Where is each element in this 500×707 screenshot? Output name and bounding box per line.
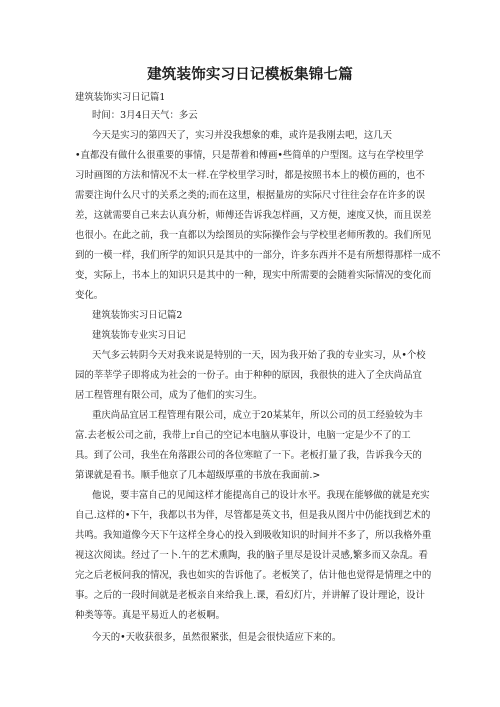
paragraph-line: 完之后老板问我的情况，我也如实的告诉他了。老板笑了，估计他也觉得是情理之中的 xyxy=(75,570,432,581)
diary-meta: 时间：3月4日天气：多云 xyxy=(92,110,198,121)
paragraph-line: 事。之后的一段时间就是老板亲自来给我上.课，看幻灯片，并讲解了设计理论，设计 xyxy=(75,590,425,601)
paragraph-line: 园的莘莘学子即将成为社会的一份子。由于种种的原因，我很快的进入了全庆尚品宜 xyxy=(75,370,422,381)
section-subtitle: 建筑装饰专业实习日记 xyxy=(92,330,186,341)
paragraph-line: 种类等等。真是平易近人的老板啊。 xyxy=(75,610,226,621)
paragraph-line: 变化。 xyxy=(75,290,104,301)
paragraph-line: 今天是实习的第四天了，实习并没我想象的难，或许是我刚去吧，这几天 xyxy=(92,130,393,141)
paragraph-line: •直都没有做什么很重要的事情，只是帮着和傅画•些简单的户型图。这与在学校里学 xyxy=(75,150,424,161)
paragraph-line: 富.去老板公司之前，我带上r自己的空记本电脑从事设计，电脑一定是少不了的工 xyxy=(75,430,411,441)
paragraph-line: 视这次阅读。经过了一卜.午的艺术熏陶，我的脑子里尽是设计灵感,繁多而又杂乱。看 xyxy=(75,550,428,561)
paragraph-line: 差，这就需要自己来去认真分析，师傅还告诉我怎样画，又方便，速度又快，而且误差 xyxy=(75,210,432,221)
paragraph-line: 今天的•天收获很多，虽然很紧张，但是会很快适应下来的。 xyxy=(92,632,342,643)
paragraph-line: 到的一模一样，我们所学的知识只是其中的一部分，许多东西并不是有所想得那样一成不 xyxy=(75,250,441,261)
paragraph-line: 自己.这样的•下午，我都以书为伴，尽管都是英文书，但是我从图片中仍能找到艺术的 xyxy=(75,510,431,521)
paragraph-line: 也很小。在此之前，我一直都以为绘图员的实际操作会与学校里老师所教的。我们所见 xyxy=(75,230,432,241)
section-heading-1: 建筑装饰实习日记篇1 xyxy=(75,92,166,103)
paragraph-line: 居工程管理有限公司，成为了他们的实习生。 xyxy=(75,390,263,401)
document-title: 建筑装饰实习日记模板集锦七篇 xyxy=(147,67,353,83)
paragraph-line: 变，实际上，书本上的知识只是其中的一种，现实中所需要的会随着实际情况的变化而 xyxy=(75,270,432,281)
paragraph-line: 具。到了公司，我坐在角落跟公司的各位寒暄了一下。老板打量了我，告诉我今天的 xyxy=(75,450,422,461)
paragraph-line: 天气多云转阴今天对我来说是特别的一天，因为我开始了我的专业实习，从•个校 xyxy=(92,350,426,361)
paragraph-line: 他说，要丰富自己的见闻这样才能提高自己的设计水平。我现在能够做的就是充实 xyxy=(92,490,430,501)
paragraph-line: 共鸣。我知道像今天下午这样全身心的投入到吸收知识的时间并不多了，所以我格外重 xyxy=(75,530,432,541)
paragraph-line: 第课就是看书。顺手他京了几本超级厚重的书放在我面前.> xyxy=(75,470,321,481)
paragraph-line: 重庆尚品宜居工程管理有限公司，成立于20某某年，所以公司的员工经验较为丰 xyxy=(92,410,423,421)
section-heading-2: 建筑装饰实习日记篇2 xyxy=(92,310,183,321)
paragraph-line: 习时画图的方法和情况不太一样.在学校里学习时，都是按照书本上的模仿画的，也不 xyxy=(75,170,425,181)
paragraph-line: 需要注询什么尺寸的关系之类的;而在这里，根据量房的实际尺寸往往会存在许多的误 xyxy=(75,190,426,201)
